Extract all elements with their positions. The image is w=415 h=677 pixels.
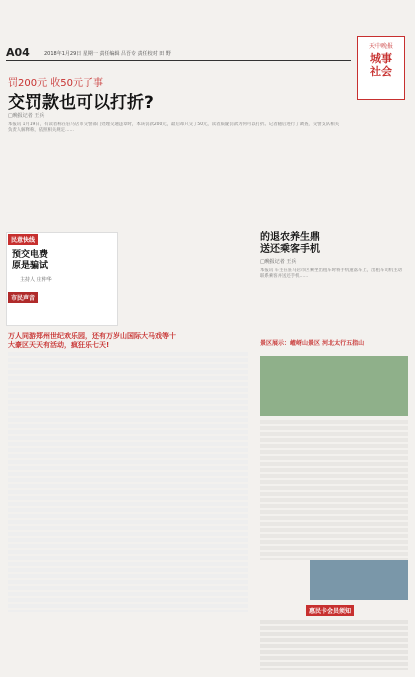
logo-title: 城事 社会: [370, 52, 392, 78]
side-headline: 的退农养生鼎 送还乘客手机: [260, 232, 320, 255]
scenic-body: [260, 420, 408, 560]
page-meta: 2018年1月29日 星期一 责任编辑 吕吾专 责任校对 田 野: [44, 51, 171, 57]
hot-headline: 万人同游郑州世纪欢乐园，还有万岁山国际大马戏等十 大豪区天天有活动，疯狂乐七天!: [8, 332, 176, 349]
minsheng-item1-author: 主持人 庄仲华: [20, 277, 52, 283]
section-logo: [357, 36, 405, 100]
lead-line: 罚200元 收50元了事: [8, 78, 103, 89]
side-author: □晚报记者 王兵: [260, 259, 297, 265]
header-rule: [6, 60, 351, 61]
page-number: A04: [6, 46, 30, 59]
scenic-photo-2: [310, 560, 408, 600]
logo-brand: 天中晚报: [368, 43, 393, 50]
scenic-headline: 景区展示：嵖岈山景区 河北太行五指山: [260, 340, 365, 347]
hot-body: [8, 352, 248, 612]
minsheng-bar: 民意快线: [8, 234, 38, 245]
main-body: 本报讯 1月19日，有读者称在驻马店市交警部门处理交通违章时，本该罚款200元，最后却只交了50元，读者质疑罚款为何可以打折。记者随后进行了调查，交警支队相关负责人解释称，依照相关规定……: [8, 122, 340, 133]
scenic-photo: [260, 356, 408, 416]
minsheng-item1-title: 预交电费 原是骗试: [12, 250, 49, 271]
member-notice-body: [260, 620, 408, 670]
side-body: 本报讯 车主在驻马店市区乘坐出租车时将手机遗落车上，出租车司机主动联系乘客并送还手机……: [260, 268, 402, 279]
main-author: □晚报记者 王兵: [8, 113, 45, 119]
page-header: [0, 0, 415, 78]
member-notice-bar: 惠民卡会员须知: [306, 605, 354, 616]
minsheng-item2-bar: 市民声音: [8, 292, 38, 303]
main-headline: 交罚款也可以打折?: [8, 93, 154, 113]
